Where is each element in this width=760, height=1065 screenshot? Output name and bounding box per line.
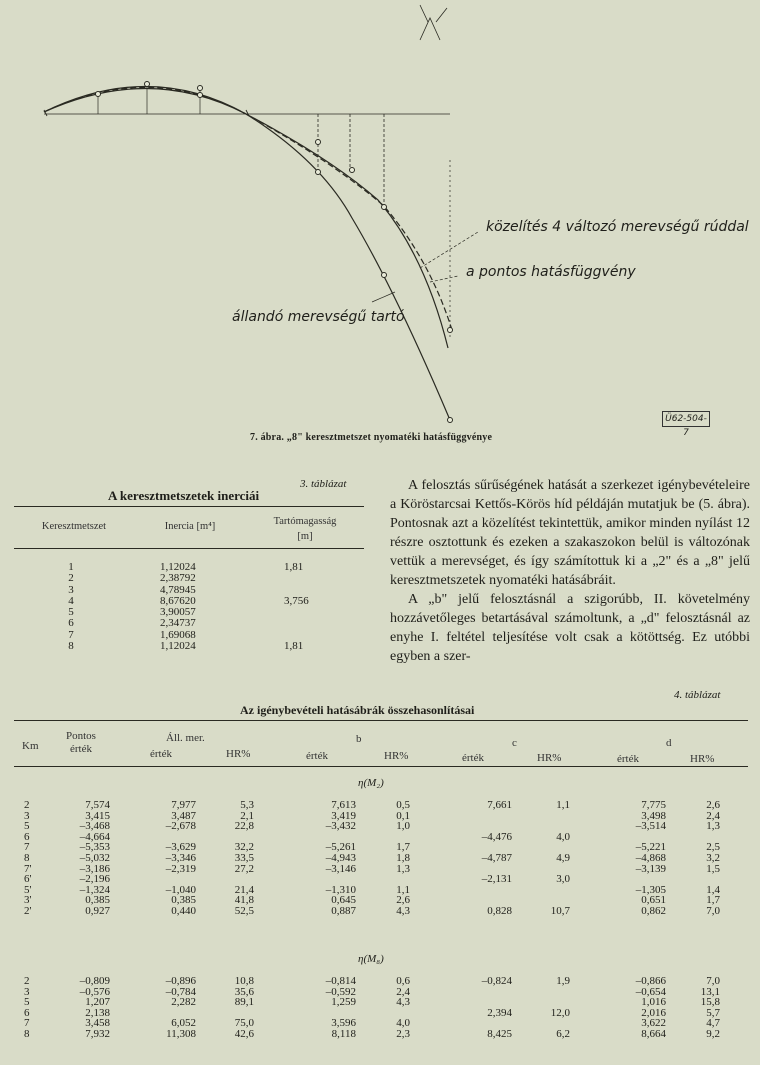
table3-height-1: 1,81 [284,561,304,573]
figure-code: Ü62-504-7 [662,411,710,427]
section-m8: η(M₈) [358,953,384,965]
b1-exact: 7,574 3,415 –3,468 –4,664 –5,353 –5,032 –3,186 –2,196 –1,324 0,385 0,927 [79,799,110,917]
t4-header-d-hr: HR% [690,753,715,765]
table4-top-rule [14,720,748,721]
t4-header-exact: Pontos [66,730,96,742]
b2-d-value: –0,866 –0,654 1,016 2,016 3,622 8,664 [635,975,666,1040]
t4-header-b-hr: HR% [384,750,409,762]
table3-height-8: 1,81 [284,640,304,652]
label-constant: állandó merevségű tartó [232,309,405,325]
table3-header-rule [14,548,364,549]
b1-km: 2 3 5 6 7 8 7' 6' 5' 3' 2' [24,799,32,917]
b1-all-value: 7,977 3,487 –2,678 –3,629 –3,346 –2,319 –1,040 0,385 0,440 [165,799,196,917]
b2-all-hr: 10,8 35,6 89,1 75,0 42,6 [234,975,254,1040]
t4-header-c-hr: HR% [537,752,562,764]
t4-header-all: Áll. mer. [166,732,205,744]
t4-header-km: Km [22,740,39,752]
table3-inertia-column: 1,12024 2,38792 4,78945 8,67620 3,90057 2,34737 1,69068 1,12024 [160,561,196,653]
b2-exact: –0,809 –0,576 1,207 2,138 3,458 7,932 [79,975,110,1040]
b1-b-value: 7,613 3,419 –3,432 –5,261 –4,943 –3,146 –1,310 0,645 0,887 [325,799,356,917]
figure-caption: 7. ábra. „8" keresztmetszet nyomatéki hatásfüggvénye [250,432,493,443]
label-exact: a pontos hatásfüggvény [466,264,636,280]
b1-c-hr: 1,1 4,0 4,9 3,0 10,7 [550,799,570,917]
t4-header-all-value: érték [150,748,172,760]
t4-header-c: c [512,737,517,749]
constant-curve [44,86,450,420]
section-m2: η(M₂) [358,777,384,789]
label-approx: közelítés 4 változó merevségű rúddal [486,219,749,235]
b2-b-hr: 0,6 2,4 4,3 4,0 2,3 [396,975,410,1040]
table3-top-rule [14,506,364,507]
b1-d-value: 7,775 3,498 –3,514 –5,221 –4,868 –3,139 –1,305 0,651 0,862 [635,799,666,917]
table3-header-height: Tartómagasság [273,516,337,527]
t4-header-b: b [356,733,362,745]
table4-label: 4. táblázat [674,689,721,701]
paragraph-1: A felosztás sűrűségének hatását a szerkezet igénybevételeire a Köröstarcsai Kettős-Körös híd példáján mutatjuk be (5. ábra). Pontosnak azt a közelítést tekintettük, amikor minden nyílást 12 részre osztottunk és ezeken a szakaszokon belül is változónak vettük a merevséget, és így számítottuk ki a „2" és a „8" jelű keresztmetszetek nyomatéki hatásábráit. [390,478,750,588]
b1-c-value: 7,661 –4,476 –4,787 –2,131 0,828 [481,799,512,917]
table4-header-rule [14,766,748,767]
b2-c-hr: 1,9 12,0 6,2 [550,975,570,1040]
t4-header-b-value: érték [306,750,328,762]
b1-b-hr: 0,5 0,1 1,0 1,7 1,8 1,3 1,1 2,6 4,3 [396,799,410,917]
paragraph-2: A „b" jelű felosztásnál a szigorúbb, II. követelmény hozzávetőleges betartásával számoltunk, a „d" felosztásnál az enyhe I. feltétel teljesítése volt csak a kötöttség. Ez utóbbi egyben a szer- [390,592,750,664]
t4-header-d: d [666,737,672,749]
t4-header-d-value: érték [617,753,639,765]
t4-header-exact-value: érték [70,743,92,755]
body-text [390,476,750,666]
t4-header-all-hr: HR% [226,748,251,760]
table3-height-4: 3,756 [284,595,309,607]
table3-title: A keresztmetszetek inerciái [108,488,260,503]
table3-header-section: Keresztmetszet [41,521,107,532]
b2-c-value: –0,824 2,394 8,425 [481,975,512,1040]
b2-b-value: –0,814 –0,592 1,259 3,596 8,118 [325,975,356,1040]
table3-header-height-unit: [m] [297,531,313,542]
table3-header-inertia: Inercia [m⁴] [164,521,216,532]
b2-km: 2 3 5 6 7 8 [24,975,30,1040]
b2-d-hr: 7,0 13,1 15,8 5,7 4,7 9,2 [700,975,720,1040]
table3-section-column: 1 2 3 4 5 6 7 8 [68,561,74,653]
b2-all-value: –0,896 –0,784 2,282 6,052 11,308 [165,975,196,1040]
b1-d-hr: 2,6 2,4 1,3 2,5 3,2 1,5 1,4 1,7 7,0 [706,799,720,917]
t4-header-c-value: érték [462,752,484,764]
b1-all-hr: 5,3 2,1 22,8 32,2 33,5 27,2 21,4 41,8 52,5 [234,799,254,917]
table4-title: Az igénybevételi hatásábrák összehasonlításai [240,703,475,717]
table3-label: 3. táblázat [300,478,347,490]
